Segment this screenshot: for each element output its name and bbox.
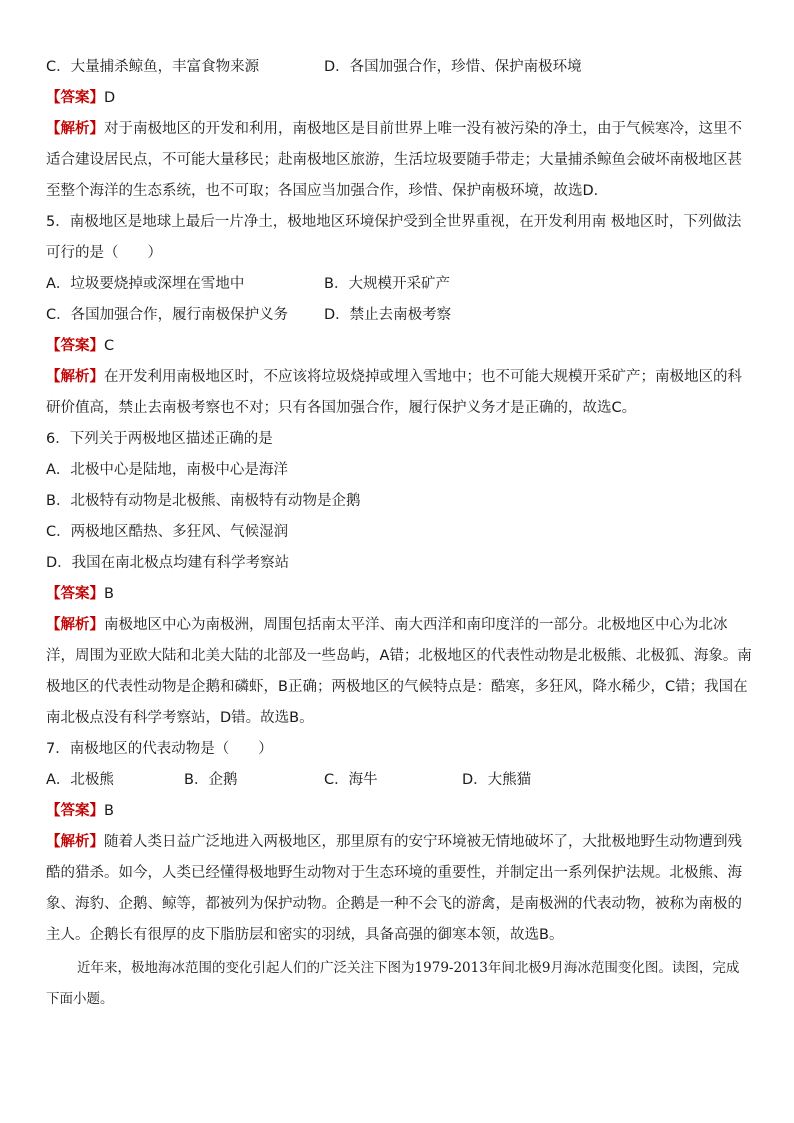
document-content [46,52,752,1015]
q5-options-ab [46,269,752,300]
q4-option-d: D．各国加强合作，珍惜、保护南极环境 [324,59,582,75]
q6-stem: 6．下列关于两极地区描述正确的是 [46,431,273,447]
answer-tag: 【答案】 [46,586,104,602]
q4-option-c: C．大量捕杀鲸鱼，丰富食物来源 [46,59,260,75]
q5-option-a: A．垃圾要烧掉或深埋在雪地中 [46,276,245,292]
q4-answer [46,83,752,114]
q5-answer [46,331,752,362]
answer-tag: 【答案】 [46,90,104,106]
analysis-tag: 【解析】 [46,369,104,385]
q6-option-c: C．两极地区酷热、多狂风、气候湿润 [46,524,289,540]
q6-analysis-text: 南极地区中心为南极洲，周围包括南太平洋、南大西洋和南印度洋的一部分。北极地区中心为北冰洋，周围为亚欧大陆和北美大陆的北部及一些岛屿，A错；北极地区的代表性动物是北极熊、北极狐、海象。南极地区的代表性动物是企鹅和磷虾，B正确；两极地区的气候特点是：酷寒，多狂风，降水稀少，C错；我国在南北极点没有科学考察站，D错。故选B。 [46,617,752,726]
q5-stem: 5．南极地区是地球上最后一片净土，极地地区环境保护受到全世界重视，在开发利用南 极地区时，下列做法可行的是（ ） [46,214,742,261]
q6-option-d: D．我国在南北极点均建有科学考察站 [46,555,290,571]
q7-analysis-text: 随着人类日益广泛地进入两极地区，那里原有的安宁环境被无情地破坏了，大批极地野生动物遭到残酷的猎杀。如今，人类已经懂得极地野生动物对于生态环境的重要性，并制定出一系列保护法规。北极熊、海象、海豹、企鹅、鲸等，都被列为保护动物。企鹅是一种不会飞的游禽，是南极洲的代表动物，被称为南极的主人。企鹅长有很厚的皮下脂肪层和密实的羽绒，具备高强的御寒本领，故选B。 [46,834,742,943]
q6-option-b: B．北极特有动物是北极熊、南极特有动物是企鹅 [46,493,361,509]
answer-tag: 【答案】 [46,803,104,819]
q7-option-d: D．大熊猫 [462,772,532,788]
q6-option-a: A．北极中心是陆地，南极中心是海洋 [46,462,288,478]
q4-analysis-text: 对于南极地区的开发和利用，南极地区是目前世界上唯一没有被污染的净土，由于气候寒冷，这里不适合建设居民点，不可能大量移民；赴南极地区旅游，生活垃圾要随手带走；大量捕杀鲸鱼会破坏南极地区甚至整个海洋的生态系统，也不可取；各国应当加强合作，珍惜、保护南极环境，故选D． [46,121,742,199]
q7-answer [46,796,752,827]
next-group-intro: 近年来，极地海冰范围的变化引起人们的广泛关注下图为1979-2013年间北极9月海冰范围变化图。读图，完成下面小题。 [46,960,740,1007]
q5-option-c: C．各国加强合作，履行南极保护义务 [46,307,289,323]
q7-option-b: B．企鹅 [184,772,238,788]
q7-option-a: A．北极熊 [46,772,114,788]
q5-analysis [46,362,752,424]
q4-options-cd [46,52,752,83]
q6-answer [46,579,752,610]
q5-analysis-text: 在开发利用南极地区时，不应该将垃圾烧掉或埋入雪地中；也不可能大规模开采矿产；南极地区的科研价值高，禁止去南极考察也不对；只有各国加强合作，履行保护义务才是正确的，故选C。 [46,369,742,416]
q7-option-c: C．海牛 [324,772,378,788]
q6-analysis [46,610,752,734]
q7-options [46,765,752,796]
q5-options-cd [46,300,752,331]
q4-answer-value: D [104,90,116,106]
q7-analysis [46,827,752,951]
answer-tag: 【答案】 [46,338,104,354]
analysis-tag: 【解析】 [46,121,104,137]
q6-answer-value: B [104,586,114,602]
q5-option-d: D．禁止去南极考察 [324,307,452,323]
q7-stem: 7．南极地区的代表动物是（ ） [46,741,273,757]
q7-answer-value: B [104,803,114,819]
q5-option-b: B．大规模开采矿产 [324,276,450,292]
q5-answer-value: C [104,338,115,354]
q4-analysis [46,114,752,207]
analysis-tag: 【解析】 [46,834,104,850]
analysis-tag: 【解析】 [46,617,104,633]
